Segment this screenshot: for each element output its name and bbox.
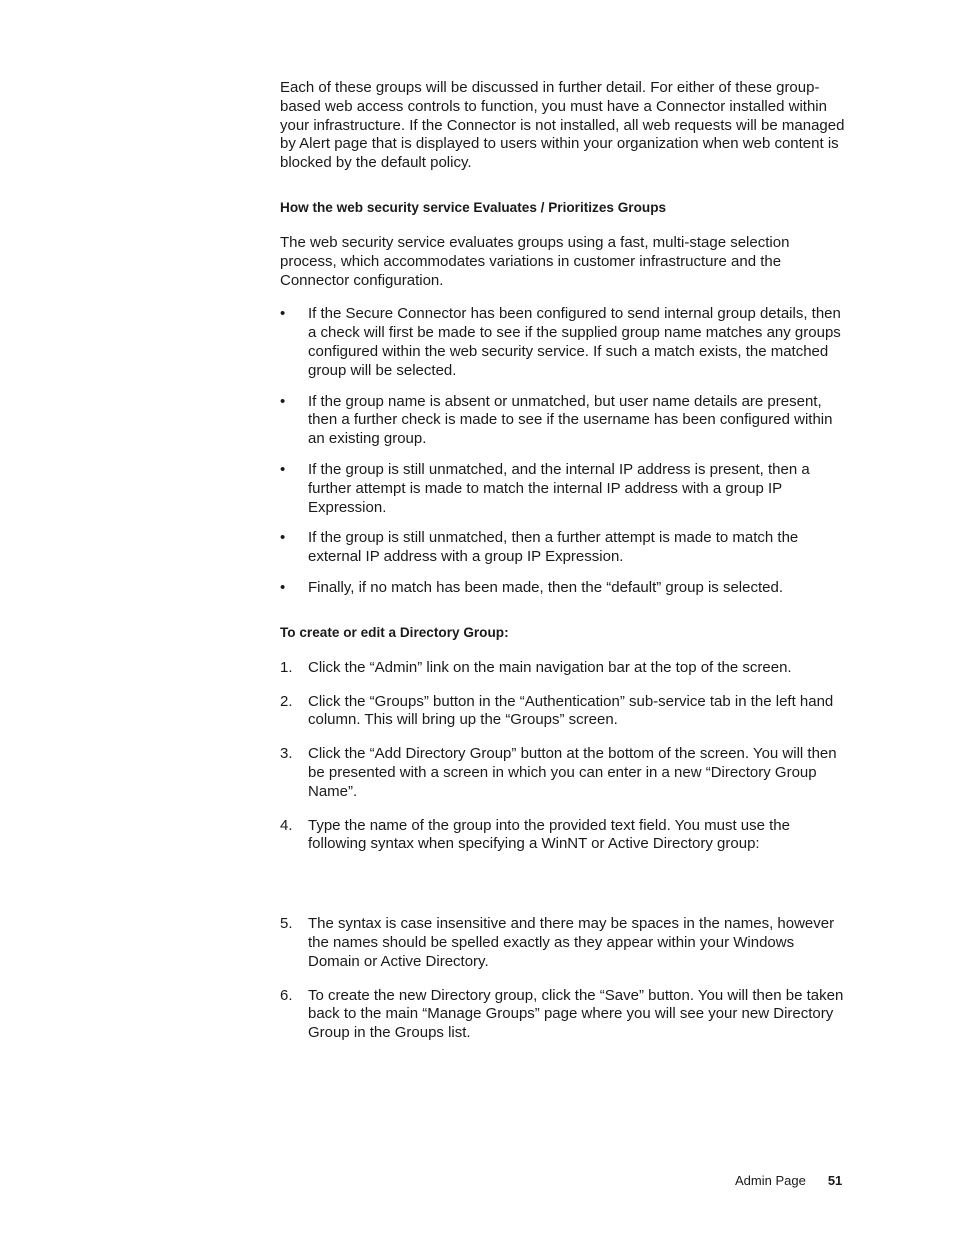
step-item bbox=[280, 915, 846, 971]
list-item bbox=[280, 529, 846, 567]
list-item-text: If the group name is absent or unmatched, but user name details are present, then a further check is made to see if the username has been configured within an existing group. bbox=[308, 392, 833, 448]
step-item bbox=[280, 817, 846, 855]
footer-section-title: Admin Page bbox=[735, 1173, 806, 1188]
step-number: 1. bbox=[280, 658, 293, 676]
bullet-marker: • bbox=[280, 392, 286, 410]
bullet-marker: • bbox=[280, 529, 286, 547]
step-text: Click the “Add Directory Group” button at the bottom of the screen. You will then be presented with a screen in which you can enter in a new “Directory Group Name”. bbox=[308, 745, 837, 800]
evaluation-paragraph: The web security service evaluates groups using a fast, multi-stage selection process, which accommodates variations in customer infrastructure and the Connector configuration. bbox=[280, 233, 790, 289]
page-footer bbox=[735, 1173, 842, 1189]
list-item bbox=[280, 393, 846, 449]
section-heading-evaluation: How the web security service Evaluates / Prioritizes Groups bbox=[280, 199, 667, 215]
bullet-marker: • bbox=[280, 305, 286, 323]
create-group-steps bbox=[280, 659, 846, 1043]
list-item-text: If the Secure Connector has been configured to send internal group details, then a check will first be made to see if the supplied group name matches any groups configured within the web security service. If such a match exists, the matched group will be selected. bbox=[308, 305, 841, 379]
step-text: The syntax is case insensitive and there may be spaces in the names, however the names should be spelled exactly as they appear within your Windows Domain or Active Directory. bbox=[308, 915, 835, 970]
evaluation-bullet-list bbox=[280, 305, 846, 597]
step-text: To create the new Directory group, click the “Save” button. You will then be taken back to the main “Manage Groups” page where you will see your new Directory Group in the Groups list. bbox=[308, 986, 844, 1042]
step-number: 5. bbox=[280, 915, 293, 933]
list-item-text: If the group is still unmatched, then a further attempt is made to match the external IP address with a group IP Expression. bbox=[308, 529, 799, 566]
step-item bbox=[280, 693, 846, 731]
step-item bbox=[280, 987, 846, 1043]
step-item bbox=[280, 745, 846, 801]
list-item-text: If the group is still unmatched, and the internal IP address is present, then a further attempt is made to match the internal IP address with a group IP Expression. bbox=[308, 460, 810, 516]
list-item bbox=[280, 305, 846, 380]
step-number: 2. bbox=[280, 692, 293, 710]
step-number: 6. bbox=[280, 986, 293, 1004]
bullet-marker: • bbox=[280, 460, 286, 478]
page-body bbox=[280, 79, 846, 1058]
list-item bbox=[280, 579, 846, 598]
step-text: Type the name of the group into the provided text field. You must use the following syntax when specifying a WinNT or Active Directory group: bbox=[308, 816, 790, 853]
list-item-text: Finally, if no match has been made, then the “default” group is selected. bbox=[308, 578, 783, 596]
step-number: 4. bbox=[280, 816, 293, 834]
step-text: Click the “Groups” button in the “Authentication” sub-service tab in the left hand column. This will bring up the “Groups” screen. bbox=[308, 692, 834, 729]
step-number: 3. bbox=[280, 745, 293, 763]
page-number: 51 bbox=[827, 1173, 843, 1188]
section-heading-create-directory-group: To create or edit a Directory Group: bbox=[280, 624, 509, 640]
step-item bbox=[280, 659, 846, 678]
bullet-marker: • bbox=[280, 578, 286, 596]
list-item bbox=[280, 461, 846, 517]
step-text: Click the “Admin” link on the main navigation bar at the top of the screen. bbox=[308, 658, 792, 676]
intro-paragraph: Each of these groups will be discussed in further detail. For either of these group-based web access controls to function, you must have a Connector installed within your infrastructure. If the Connector is not installed, all web requests will be managed by Alert page that is displayed to users within your organization when web content is blocked by the default policy. bbox=[280, 79, 845, 172]
